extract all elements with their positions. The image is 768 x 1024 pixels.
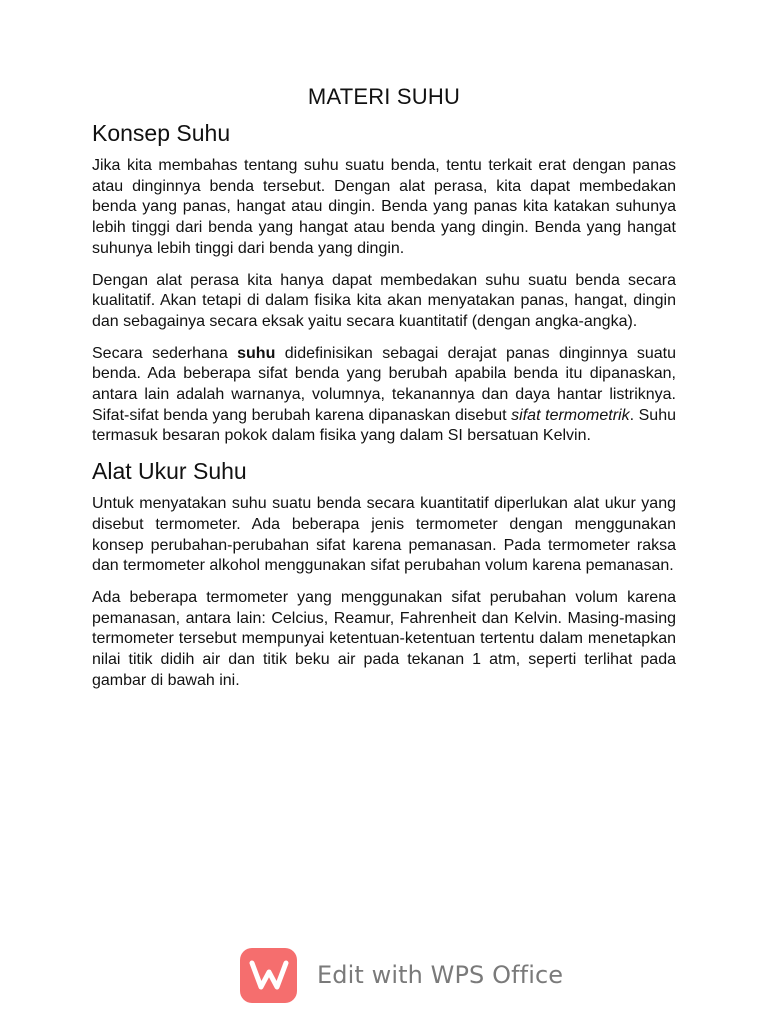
section-heading-konsep-suhu: Konsep Suhu <box>92 120 231 146</box>
paragraph: Dengan alat perasa kita hanya dapat membedakan suhu suatu benda secara kualitatif. Akan tetapi di dalam fisika kita akan menyatakan panas, hangat, dingin dan sebagainya secara eksak yaitu secara kuantitatif (dengan angka-angka). <box>92 271 676 330</box>
italic-term: sifat termometrik <box>511 406 630 424</box>
wps-logo-icon[interactable] <box>240 948 297 1003</box>
paragraph: Jika kita membahas tentang suhu suatu benda, tentu terkait erat dengan panas atau dinginnya benda tersebut. Dengan alat perasa, kita dapat membedakan benda yang panas, hangat atau dingin. Benda yang panas kita katakan suhunya lebih tinggi dari benda yang hangat atau benda yang dingin. Benda yang hangat suhunya lebih tinggi dari benda yang dingin. <box>92 157 676 257</box>
paragraph-definition <box>92 344 676 448</box>
paragraph-text: . Suhu termasuk besaran pokok dalam fisika yang dalam SI bersatuan Kelvin. <box>92 406 676 445</box>
bold-term: suhu <box>237 344 276 362</box>
wps-edit-label[interactable]: Edit with WPS Office <box>317 961 564 989</box>
paragraph: Ada beberapa termometer yang menggunakan sifat perubahan volum karena pemanasan, antara lain: Celcius, Reamur, Fahrenheit dan Kelvin. Masing-masing termometer tersebut mempunyai ketentuan-ketentuan tertentu dalam menetapkan nilai titik didih air dan titik beku air pada tekanan 1 atm, seperti terlihat pada gambar di bawah ini. <box>92 588 676 689</box>
wps-edit-banner[interactable] <box>240 946 563 1004</box>
paragraph: Untuk menyatakan suhu suatu benda secara kuantitatif diperlukan alat ukur yang disebut termometer. Ada beberapa jenis termometer dengan menggunakan konsep perubahan-perubahan sifat karena pemanasan. Pada termometer raksa dan termometer alkohol menggunakan sifat perubahan volum karena pemanasan. <box>92 495 676 575</box>
wps-w-glyph <box>249 960 289 990</box>
paragraph-text: Secara sederhana <box>92 344 238 362</box>
paragraph-text: didefinisikan sebagai derajat panas dinginnya suatu benda. Ada beberapa sifat benda yang berubah apabila benda itu dipanaskan, antara lain adalah warnanya, volumnya, tekanannya dan daya hantar listriknya. Sifat-sifat benda yang berubah karena dipanaskan disebut <box>92 344 677 424</box>
document-title: MATERI SUHU <box>307 84 461 109</box>
section-heading-alat-ukur-suhu: Alat Ukur Suhu <box>92 458 247 485</box>
document-page <box>92 84 676 702</box>
